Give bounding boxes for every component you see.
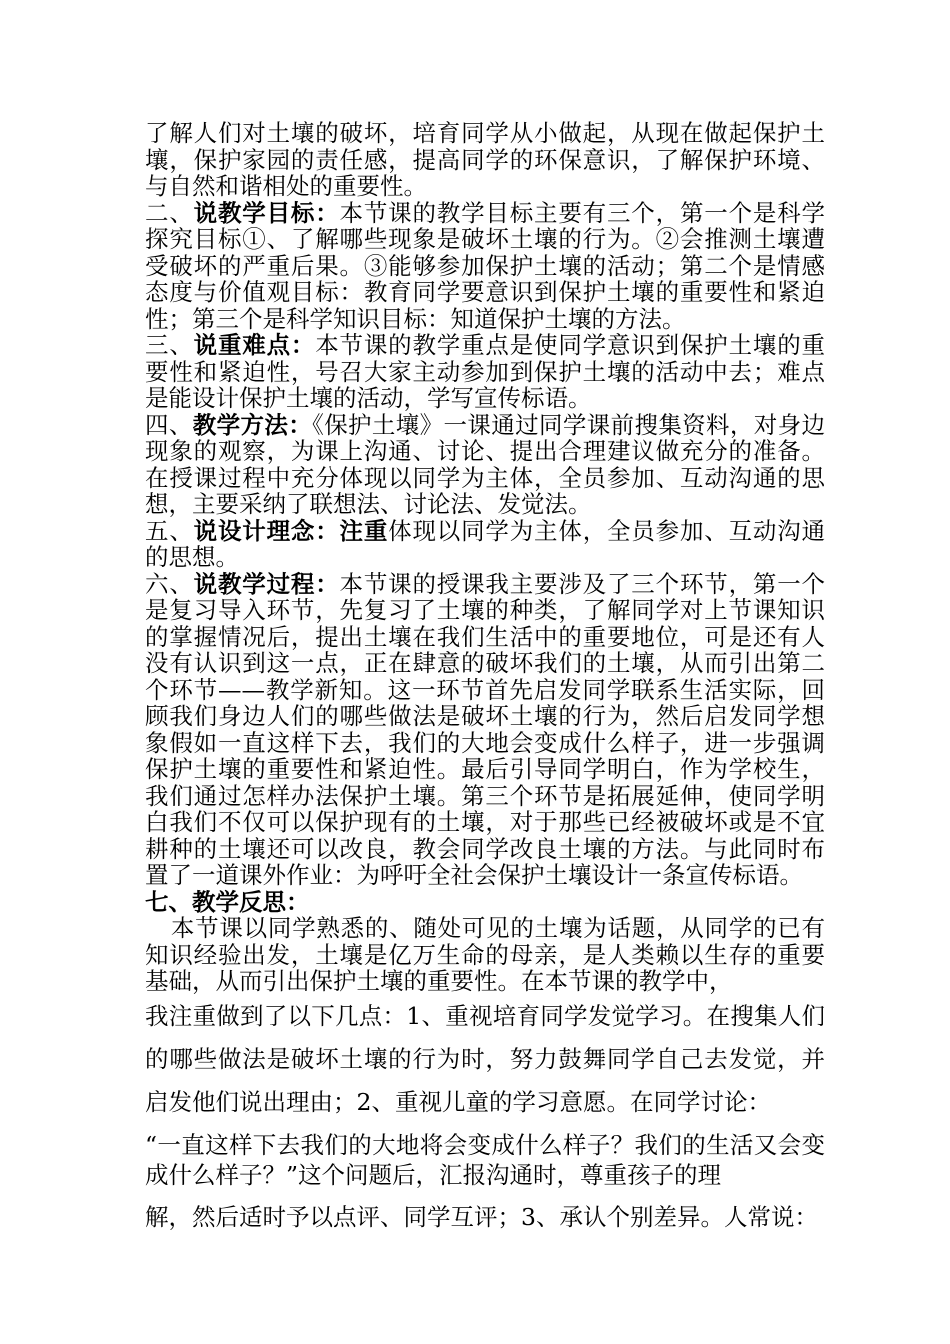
section-design-concept — [145, 518, 825, 571]
section-heading: 说教学目标： — [193, 198, 340, 227]
reflection-paragraph-1: 本节课以同学熟悉的、随处可见的土壤为话题，从同学的已有知识经验出发，土壤是亿万生命的母亲，是人类赖以生存的重要基础，从而引出保护土壤的重要性。在本节课的教学中， — [145, 914, 825, 995]
reflection-heading — [145, 889, 825, 916]
document-page — [145, 120, 825, 1239]
section-body: 体现以同学为主体，全员参加、互动沟通的思想。 — [145, 516, 826, 571]
intro-paragraph: 了解人们对土壤的破坏，培育同学从小做起，从现在做起保护土壤，保护家园的责任感，提高同学的环保意识，了解保护环境、与自然和谐相处的重要性。 — [145, 119, 825, 200]
reflection-paragraph-2: 我注重做到了以下几点：1、重视培育同学发觉学习。在搜集人们的哪些做法是破坏土壤的行为时，努力鼓舞同学自己去发觉，并启发他们说出理由；2、重视儿童的学习意愿。在同学讨论： — [145, 1001, 825, 1116]
section-prefix: 二、 — [145, 198, 194, 227]
section-key-points — [145, 332, 825, 412]
section-prefix: 三、 — [145, 331, 194, 359]
section-prefix: 六、 — [145, 569, 194, 598]
reflection-paragraph-3: “一直这样下去我们的大地将会变成什么样子？我们的生活又会变成什么样子？”这个问题后，汇报沟通时，尊重孩子的理 — [145, 1130, 825, 1189]
section-heading: 说教学过程： — [193, 569, 340, 598]
section-teaching-methods — [145, 412, 825, 518]
section-body: 本节课的教学重点是使同学意识到保护土壤的重要性和紧迫性，号召大家主动参加到保护土壤的活动中去；难点是能设计保护土壤的活动，学写宣传标语。 — [145, 331, 826, 412]
section-teaching-process — [145, 571, 825, 889]
reflection-heading-text: 七、教学反思： — [145, 887, 310, 916]
reflection-paragraph-4: 解，然后适时予以点评、同学互评；3、承认个别差异。人常说： — [145, 1202, 818, 1231]
section-teaching-goals — [145, 200, 825, 333]
section-body: 本节课的授课我主要涉及了三个环节，第一个是复习导入环节，先复习了土壤的种类，了解同学对上节课知识的掌握情况后，提出土壤在我们生活中的重要地位，可是还有人没有认识到这一点，正在肆意的破坏我们的土壤，从而引出第二个环节——教学新知。这一环节首先启发同学联系生活实际，回顾我们身边人们的哪些做法是破坏土壤的行为，然后启发同学想象假如一直这样下去，我们的大地会变成什么样子，进一步强调保护土壤的重要性和紧迫性。最后引导同学明白，作为学校生，我们通过怎样办法保护土壤。第三个环节是拓展延伸，使同学明白我们不仅可以保护现有的土壤，对于那些已经被破坏或是不宜耕种的土壤还可以改良，教会同学改良土壤的方法。与此同时布置了一道课外作业：为呼吁全社会保护土壤设计一条宣传标语。 — [145, 569, 826, 889]
section-heading: 说重难点： — [193, 331, 316, 359]
section-body: 本节课的教学目标主要有三个，第一个是科学探究目标①、了解哪些现象是破坏土壤的行为。②会推测土壤遭受破坏的严重后果。③能够参加保护土壤的活动；第二个是情感态度与价值观目标：教育同学要意识到保护土壤的重要性和紧迫性；第三个是科学知识目标：知道保护土壤的方法。 — [145, 198, 826, 333]
section-body: 《保护土壤》一课通过同学课前搜集资料，对身边现象的观察，为课上沟通、讨论、提出合理建议做充分的准备。在授课过程中充分体现以同学为主体，全员参加、互动沟通的思想，主要采纳了联想法、讨论法、发觉法。 — [145, 410, 826, 518]
section-prefix: 五、 — [145, 516, 194, 545]
section-heading: 说设计理念：注重 — [193, 516, 389, 545]
section-heading: 教学方法： — [192, 410, 313, 439]
section-prefix: 四、 — [145, 410, 193, 439]
